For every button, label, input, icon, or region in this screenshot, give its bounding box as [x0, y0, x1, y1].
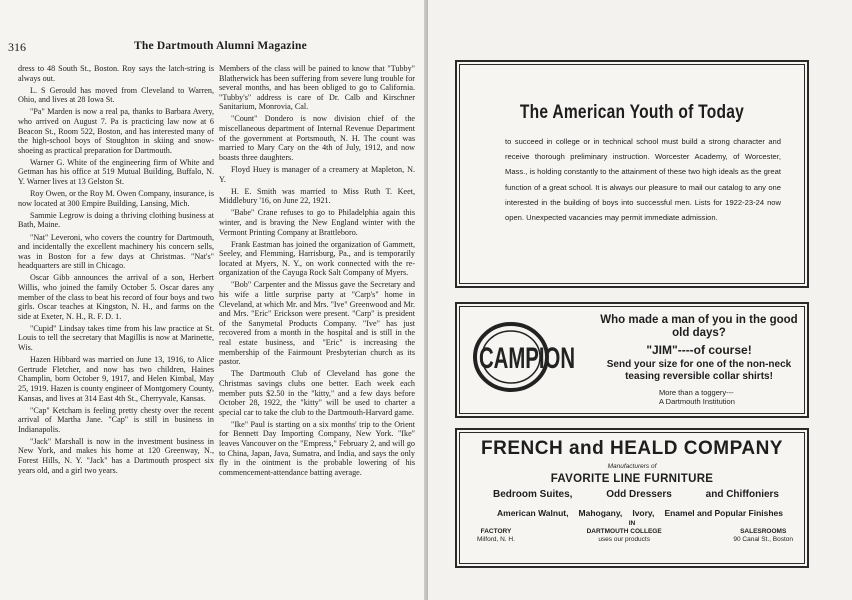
paragraph: Floyd Huey is manager of a creamery at Mapleton, N. Y. — [219, 164, 415, 184]
paragraph: Warner G. White of the engineering firm of White and Getman has his office at 519 Mutual Building, Buffalo, N. Y. Warner lives at 13 Gelston St. — [18, 157, 214, 187]
product-list — [493, 489, 779, 500]
company-name: FRENCH and HEALD COMPANY — [481, 438, 783, 459]
campion-ad — [455, 302, 809, 418]
worcester-academy-ad — [455, 60, 809, 288]
finish-item: American Walnut, — [497, 508, 569, 518]
magazine-title: The Dartmouth Alumni Magazine — [134, 40, 307, 52]
paragraph: "Cupid" Lindsay takes time from his law practice at St. Louis to tell the secretary that Magillis is now at Marinette, Wis. — [18, 323, 214, 353]
finish-item: Mahogany, — [578, 508, 623, 518]
paragraph: Sammie Legrow is doing a thriving clothing business at Bath, Maine. — [18, 210, 214, 230]
column-2 — [219, 64, 415, 584]
product-item: and Chiffoniers — [705, 489, 779, 500]
paragraph: dress to 48 South St., Boston. Roy says the latch-string is always out. — [18, 64, 214, 83]
finish-item: Enamel and Popular Finishes — [664, 508, 783, 518]
in-label: IN — [628, 520, 636, 527]
manufacturers-label: Manufacturers of — [607, 463, 657, 470]
ad-tagline — [659, 388, 799, 406]
paragraph: Members of the class will be pained to know that "Tubby" Blatherwick has been suffering from severe lung trouble for several months, and has been obliged to go to California. "Tubby's" address is care of Dr. Calb and Kirschner Sanitarium, Monrovia, Cal. — [219, 64, 415, 112]
location-college — [587, 528, 662, 543]
location-detail: 90 Canal St., Boston — [733, 535, 793, 543]
location-label: SALESROOMS — [740, 528, 787, 535]
ad-body: to succeed in college or in technical school must build a strong character and receive thorough preliminary instruction. Worcester Academy, of Worcester, Mass., is holding constantly to the attainment of these two high ideals as the great function of a great school. It is always our pleasure to mail our catalog to any one interested in the building of boys into successful men. Lists for 1922-23-24 now open. Unexpected vacancies may permit immediate admission. — [505, 137, 781, 223]
paragraph: Hazen Hibbard was married on June 13, 1916, to Alice Gertrude Fletcher, and now has two children, Haines Champlin, born October 9, 1917, and Helen Kimbal, May 25, 1919. Hazen is county engineer of Montgomery County, Kansas, and lives at 314 East 4th St., Cherryvale, Kansas. — [18, 355, 214, 403]
column-1 — [18, 64, 214, 584]
paragraph: Oscar Gibb announces the arrival of a son, Herbert Willis, who joined the family October 5. Oscar dares any member of the class to beat his record of four boys and two girls. Oscar teaches at Kingston, N. H., and farms on the side at Exeter, N. H., R. F. D. 1. — [18, 273, 214, 321]
ad-answer: "JIM"----of course! — [646, 343, 752, 357]
product-item: Odd Dressers — [606, 489, 672, 500]
paragraph: "Count" Dondero is now division chief of the miscellaneous department of Internal Revenue Department of the government at Portsmouth, N. H. The count was married to Mary Cary on the 4th of July, 1912, and now boasts three daughters. — [219, 114, 415, 162]
paragraph: "Jack" Marshall is now in the investment business in New York, and makes his home at 120 Greenway, N., Forest Hills, N. Y. "Jack" has a Dartmouth prospect six years old, and a girl two years. — [18, 436, 214, 475]
tagline-line-1: More than a toggery--- — [659, 388, 734, 397]
paragraph: "Ike" Paul is starting on a six months' trip to the Orient for Bennett Day Importing Company, New York. "Ike" leaves Vancouver on the "Empress," February 2, and will go to China, Japan, Java, Sumatra, and India, and says the only fly in the ointment is the probable lowering of his commencement-attendance batting average. — [219, 419, 415, 477]
location-label: FACTORY — [480, 528, 512, 535]
ad-title: The American Youth of Today — [519, 102, 745, 123]
finish-list — [497, 508, 783, 518]
location-detail: Milford, N. H. — [477, 535, 515, 543]
paragraph: Roy Owen, or the Roy M. Owen Company, insurance, is now located at 300 Empire Building, Lansing, Mich. — [18, 189, 214, 208]
page-header — [8, 40, 408, 56]
paragraph: "Nat" Leveroni, who covers the country for Dartmouth, and incidentally the excellent machinery his concern sells, was in Boston for a few days at Christmas. "Nat's" headquarters are still in Chicago. — [18, 232, 214, 271]
campion-ad-text — [599, 314, 799, 406]
paragraph: H. E. Smith was married to Miss Ruth T. Keet, Middlebury '16, on June 22, 1921. — [219, 186, 415, 206]
ad-body: Send your size for one of the non-neck teasing reversible collar shirts! — [606, 359, 792, 382]
location-salesrooms — [733, 528, 793, 543]
paragraph: "Pa" Marden is now a real pa, thanks to Barbara Avery, who arrived on August 7. Pa is practicing law now at 6 Beacon St., Room 522, Boston, and has interested many of the high-school boys of Stoughton in skiing and snow-shoeing as practical preparation for Dartmouth. — [18, 107, 214, 155]
paragraph: The Dartmouth Club of Cleveland has gone the Christmas savings clubs one better. Each week each member puts $2.50 in the "kitty," and a few days before October 28, 1922, the "kitty" will be used to charter a special car to take the club to the Dartmouth-Harvard game. — [219, 369, 415, 417]
paragraph: "Cap" Ketcham is feeling pretty chesty over the recent arrival of Martha Jane. "Cap" is still in business in Indianapolis. — [18, 405, 214, 434]
french-heald-ad — [455, 428, 809, 568]
campion-logo-text: CAMPION — [479, 342, 575, 375]
location-detail: uses our products — [598, 535, 650, 543]
locations — [477, 528, 793, 543]
ad-headline: Who made a man of you in the good old days? — [600, 314, 798, 339]
paragraph: "Bob" Carpenter and the Missus gave the Secretary and his wife a little surprise party at "Carp's" home in Cleveland, at which Mr. and Mrs. "Ive" Greenwood and Mr. and Mrs. "Eric" Erickson were present. "Carp" is president of the Sanymetal Products Company. "Ive" has just recovered from a month in the hospital and is still in the real estate business, and "Eric" is increasing the membership of the Fairmount Presbyterian church as its pastor. — [219, 280, 415, 367]
tagline-line-2: A Dartmouth Institution — [659, 397, 735, 406]
location-label: DARTMOUTH COLLEGE — [586, 528, 662, 535]
page-number: 316 — [8, 40, 26, 54]
paragraph: L. S Gerould has moved from Cleveland to Warren, Ohio, and lives at 28 Iowa St. — [18, 85, 214, 105]
location-factory — [477, 528, 515, 543]
product-item: Bedroom Suites, — [493, 489, 573, 500]
finish-item: Ivory, — [632, 508, 655, 518]
campion-logo — [467, 318, 587, 396]
paragraph: Frank Eastman has joined the organization of Gammett, Seeley, and Flemming, Harrisburg, Pa., and is temporarily located at Myers, N. Y., on work connected with the re-organization of the Cayuga Rock Salt Company of Myers. — [219, 239, 415, 278]
paragraph: "Babe" Crane refuses to go to Philadelphia again this winter, and is braving the New England winter with the Vermont Printing Company at Brattleboro. — [219, 208, 415, 237]
product-line: FAVORITE LINE FURNITURE — [550, 473, 714, 485]
